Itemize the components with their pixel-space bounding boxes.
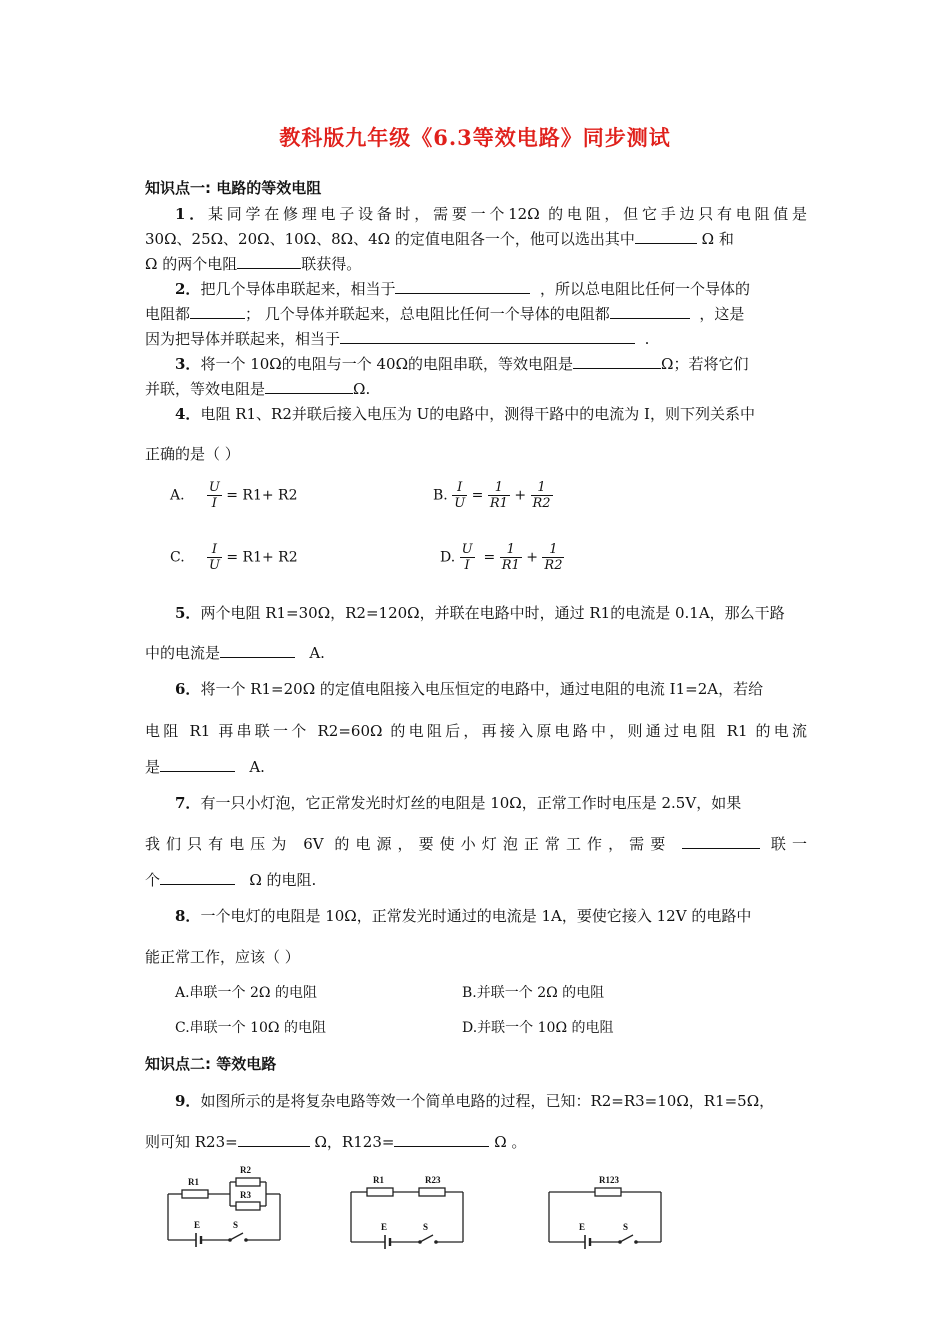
question-1-text-4: Ω 的两个电阻 — [145, 255, 238, 273]
s-label: S — [623, 1222, 629, 1232]
plus-sign: + — [514, 487, 527, 504]
r3-label: R3 — [240, 1190, 251, 1200]
numerator: 1 — [488, 480, 510, 496]
question-3-line-2 — [145, 378, 807, 399]
s-label: S — [233, 1220, 239, 1230]
question-2-text-2: ，所以总电阻比任何一个导体的 — [540, 280, 751, 298]
s-label: S — [423, 1222, 429, 1232]
option-8c[interactable]: C.串联一个 10Ω 的电阻 — [175, 1020, 326, 1036]
question-3-text-1: 将一个 10Ω的电阻与一个 40Ω的电阻串联，等效电阻是 — [200, 355, 574, 373]
numerator: 1 — [500, 542, 522, 558]
question-7-text-2: 我们只有电压为 6V 的电源，要使小灯泡正常工作，需要 — [145, 835, 672, 853]
page-title: 教科版九年级《6.3等效电路》同步测试 — [279, 125, 671, 150]
question-4-line-2: 正确的是（ ） — [145, 445, 240, 463]
denominator: I — [464, 558, 470, 573]
question-3-number: 3． — [175, 355, 201, 373]
option-expression: = R1+ R2 — [226, 549, 298, 566]
fraction — [460, 542, 475, 573]
option-4c[interactable] — [170, 542, 298, 573]
answer-blank[interactable] — [160, 757, 235, 772]
question-3-text-2: Ω；若将它们 — [661, 355, 749, 373]
question-5-number: 5． — [175, 604, 201, 622]
question-7-text-4: 个 — [145, 871, 161, 889]
numerator: 1 — [542, 542, 564, 558]
question-2-line-2 — [145, 303, 807, 324]
question-6-text-3: A. — [249, 758, 265, 776]
circuit-diagram-3 — [545, 1170, 670, 1252]
option-8a[interactable]: A.串联一个 2Ω 的电阻 — [175, 985, 317, 1001]
r1-label: R1 — [373, 1175, 384, 1185]
fraction — [488, 480, 510, 511]
r2-label: R2 — [240, 1165, 251, 1175]
question-5-line-1 — [175, 602, 807, 623]
question-1-text-2: 30Ω、25Ω、20Ω、10Ω、8Ω、4Ω 的定值电阻各一个，他可以选出其中 — [145, 230, 635, 248]
question-6-line-3 — [145, 756, 807, 777]
option-label: D. — [440, 549, 456, 566]
question-1-line-1 — [175, 203, 807, 224]
question-8-number: 8． — [175, 907, 201, 925]
answer-blank[interactable] — [395, 279, 530, 294]
question-5-text-1: 两个电阻 R1=30Ω，R2=120Ω，并联在电路中时，通过 R1的电流是 0.1A，那么干路 — [200, 604, 785, 622]
question-7-text-1: 有一只小灯泡，它正常发光时灯丝的电阻是 10Ω，正常工作时电压是 2.5V，如果 — [200, 794, 742, 812]
question-1-text-5: 联获得。 — [301, 255, 362, 273]
fraction — [452, 480, 467, 511]
equals-sign: = — [483, 549, 496, 566]
question-9-text-1: 如图所示的是将复杂电路等效一个简单电路的过程，已知：R2=R3=10Ω，R1=5Ω， — [200, 1092, 775, 1110]
denominator: R2 — [544, 558, 563, 573]
option-label: A. — [170, 487, 185, 504]
circuit-diagram-2 — [345, 1170, 470, 1252]
answer-blank[interactable] — [238, 1132, 310, 1147]
question-3-text-3: 并联，等效电阻是 — [145, 380, 266, 398]
option-4b[interactable] — [433, 480, 553, 511]
denominator: U — [454, 496, 466, 511]
r1-label: R1 — [188, 1177, 199, 1187]
question-4-line-1 — [175, 403, 807, 424]
question-2-text-4: ； 几个导体并联起来，总电阻比任何一个导体的电阻都 — [245, 305, 610, 323]
question-3-line-1 — [175, 353, 807, 374]
answer-blank[interactable] — [190, 304, 245, 319]
answer-blank[interactable] — [237, 254, 301, 269]
fraction — [542, 542, 564, 573]
numerator: I — [452, 480, 467, 496]
question-4-number: 4． — [175, 405, 201, 423]
option-label: C. — [170, 549, 185, 566]
question-9-text-4: Ω 。 — [494, 1133, 527, 1151]
answer-blank[interactable] — [635, 229, 697, 244]
denominator: R1 — [501, 558, 520, 573]
question-2-number: 2． — [175, 280, 201, 298]
answer-blank[interactable] — [340, 329, 635, 344]
fraction — [207, 480, 222, 511]
question-2-line-3 — [145, 328, 807, 349]
denominator: R1 — [489, 496, 508, 511]
option-8b[interactable]: B.并联一个 2Ω 的电阻 — [462, 985, 605, 1001]
answer-blank[interactable] — [573, 354, 661, 369]
question-9-line-1 — [175, 1090, 807, 1111]
e-label: E — [381, 1222, 388, 1232]
question-1-number: 1． — [175, 205, 208, 223]
option-label: B. — [433, 487, 448, 504]
question-9-text-2: 则可知 R23= — [145, 1133, 238, 1151]
denominator: U — [208, 558, 220, 573]
question-5-text-2: 中的电流是 — [145, 644, 221, 662]
answer-blank[interactable] — [610, 304, 690, 319]
question-9-line-2 — [145, 1131, 807, 1152]
r23-label: R23 — [425, 1175, 441, 1185]
question-7-text-5: Ω 的电阻. — [249, 871, 317, 889]
question-2-text-7: . — [644, 330, 650, 348]
question-2-text-3: 电阻都 — [145, 305, 191, 323]
plus-sign: + — [526, 549, 538, 566]
question-2-text-6: 因为把导体并联起来，相当于 — [145, 330, 341, 348]
answer-blank[interactable] — [160, 870, 235, 885]
question-6-number: 6． — [175, 680, 201, 698]
answer-blank[interactable] — [220, 643, 295, 658]
denominator: R2 — [532, 496, 551, 511]
question-1-text-3: Ω 和 — [701, 230, 734, 248]
numerator: 1 — [531, 480, 553, 496]
question-8-line-2: 能正常工作，应该（ ） — [145, 948, 300, 966]
question-6-text-1: 将一个 R1=20Ω 的定值电阻接入电压恒定的电路中，通过电阻的电流 I1=2A，若给 — [200, 680, 764, 698]
e-label: E — [194, 1220, 201, 1230]
e-label: E — [579, 1222, 586, 1232]
question-8-line-1 — [175, 905, 807, 926]
question-9-text-3: Ω，R123= — [314, 1133, 395, 1151]
question-7-line-2 — [145, 833, 807, 854]
question-5-line-2 — [145, 642, 807, 663]
option-4d[interactable] — [440, 542, 564, 573]
numerator: U — [461, 542, 473, 557]
question-4-text-1: 电阻 R1、R2并联后接入电压为 U的电路中，测得干路中的电流为 I，则下列关系中 — [200, 405, 755, 423]
denominator: I — [211, 496, 217, 511]
option-4a[interactable] — [170, 480, 298, 511]
option-expression: = R1+ R2 — [226, 487, 298, 504]
question-2-line-1 — [175, 278, 807, 299]
fraction — [531, 480, 553, 511]
section-heading-1: 知识点一: 电路的等效电阻 — [145, 179, 322, 197]
question-1-text-1: 某同学在修理电子设备时，需要一个12Ω 的电阻，但它手边只有电阻值是 — [207, 205, 808, 223]
question-7-text-3: 联一 — [770, 835, 807, 853]
answer-blank[interactable] — [682, 834, 760, 849]
question-7-line-1 — [175, 792, 807, 813]
fraction — [207, 542, 222, 573]
numerator: U — [208, 480, 220, 495]
question-6-text-2: 是 — [145, 758, 161, 776]
question-2-text-5: ，这是 — [699, 305, 745, 323]
answer-blank[interactable] — [394, 1132, 489, 1147]
question-1-line-3 — [145, 253, 807, 274]
question-3-text-4: Ω. — [353, 380, 371, 398]
question-6-line-2: 电阻 R1 再串联一个 R2=60Ω 的电阻后，再接入原电路中，则通过电阻 R1 的电流 — [145, 722, 807, 740]
numerator: I — [207, 542, 222, 558]
r123-label: R123 — [599, 1175, 619, 1185]
question-1-line-2 — [145, 228, 807, 249]
question-2-text-1: 把几个导体串联起来，相当于 — [200, 280, 396, 298]
circuit-diagram-1 — [160, 1160, 290, 1252]
question-5-text-3: A. — [309, 644, 325, 662]
answer-blank[interactable] — [265, 379, 353, 394]
question-6-line-1 — [175, 678, 807, 699]
question-8-text-1: 一个电灯的电阻是 10Ω，正常发光时通过的电流是 1A，要使它接入 12V 的电路中 — [200, 907, 752, 925]
question-9-number: 9． — [175, 1092, 201, 1110]
question-7-line-3 — [145, 869, 807, 890]
fraction — [500, 542, 522, 573]
section-heading-2: 知识点二: 等效电路 — [145, 1055, 277, 1073]
option-8d[interactable]: D.并联一个 10Ω 的电阻 — [462, 1020, 614, 1036]
equals-sign: = — [471, 487, 484, 504]
question-7-number: 7． — [175, 794, 201, 812]
